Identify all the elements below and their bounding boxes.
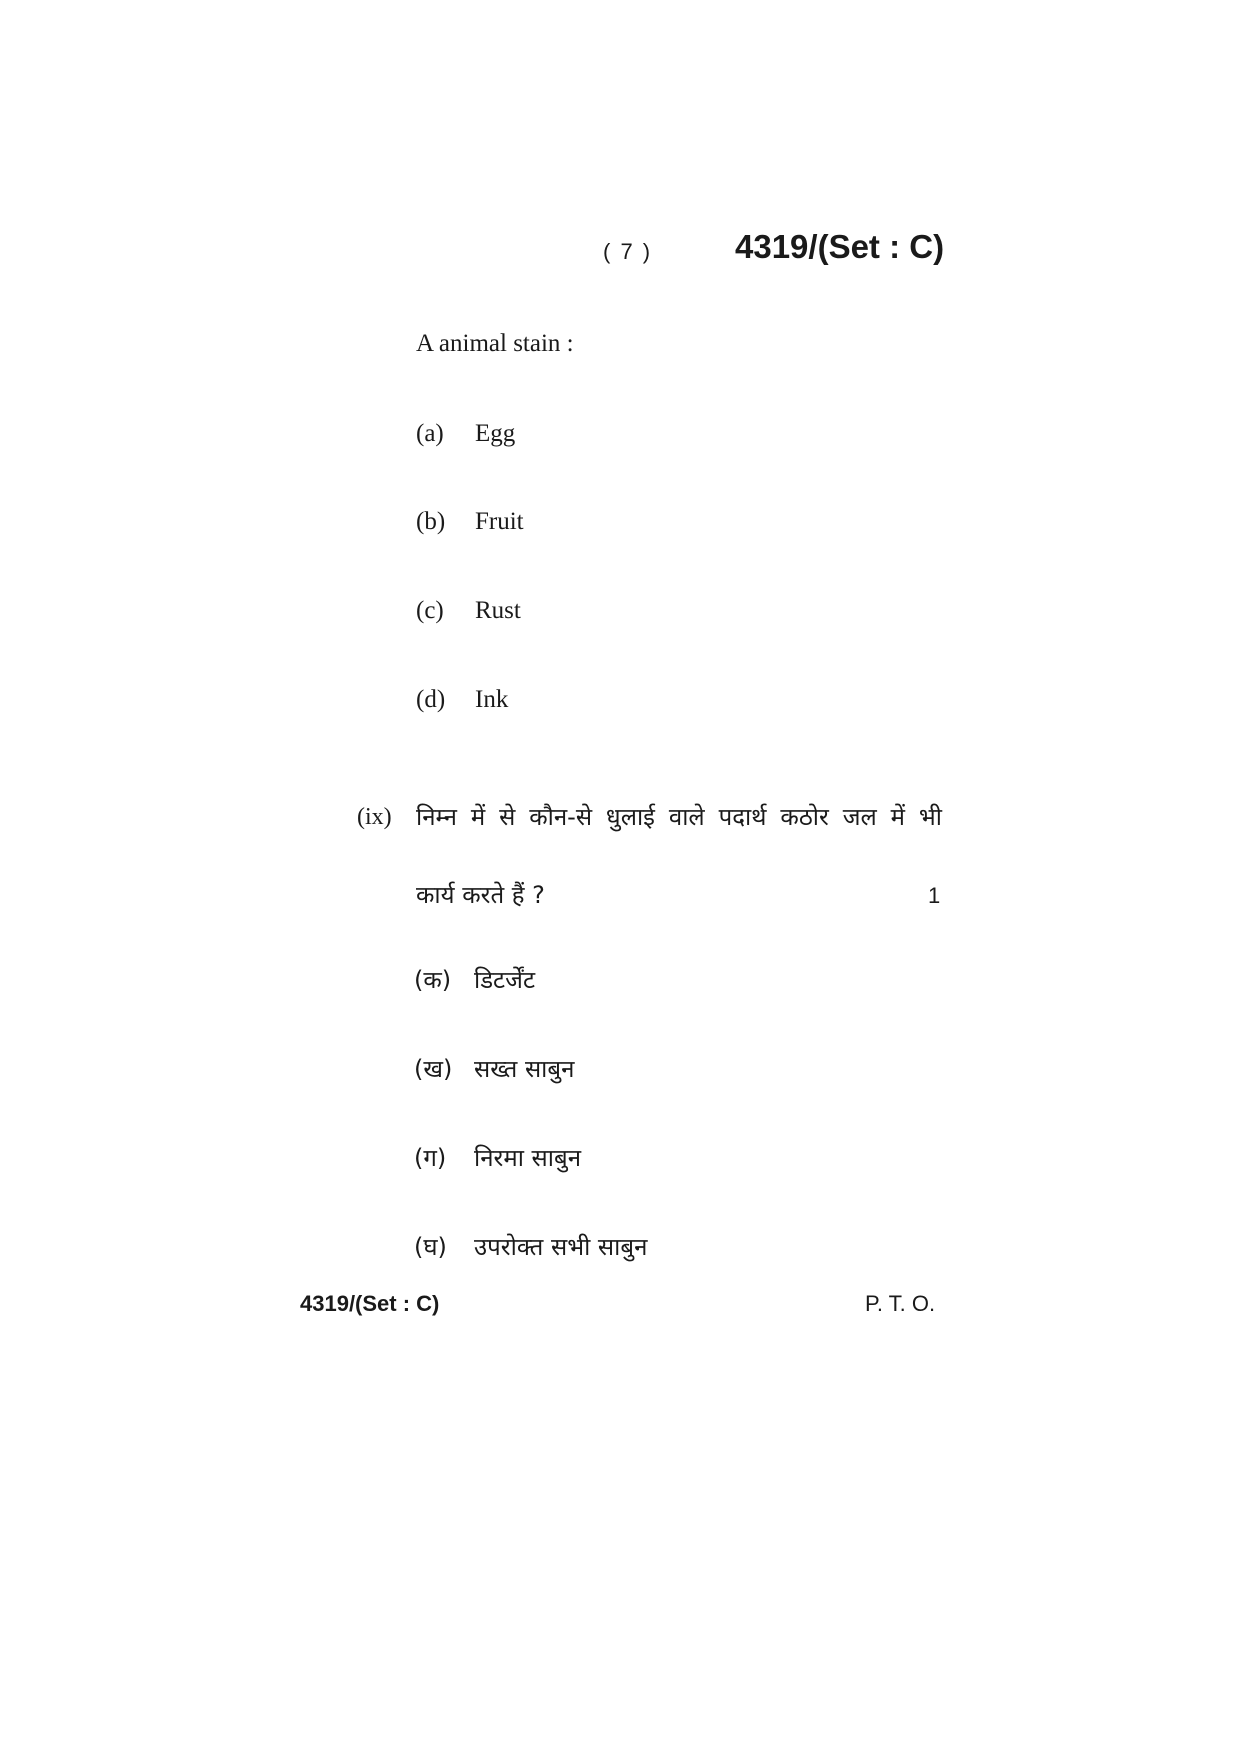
option-d-text: Ink xyxy=(475,686,509,713)
option-d-label: (d) xyxy=(416,686,446,713)
question-marks: 1 xyxy=(928,883,941,908)
option-kha-text: सख्त साबुन xyxy=(474,1055,575,1083)
question-stem: A animal stain : xyxy=(416,330,574,357)
option-gha-label: (घ) xyxy=(414,1233,447,1261)
option-gha-text: उपरोक्त सभी साबुन xyxy=(474,1233,648,1261)
option-a-label: (a) xyxy=(416,420,444,447)
option-c-label: (c) xyxy=(416,597,444,624)
paper-code-header: 4319/(Set : C) xyxy=(735,228,945,265)
option-kha-label: (ख) xyxy=(414,1055,453,1083)
question-text-line2: कार्य करते हैं ? xyxy=(416,881,545,909)
option-b-label: (b) xyxy=(416,508,446,535)
option-ga-label: (ग) xyxy=(414,1144,447,1172)
option-b-text: Fruit xyxy=(475,508,524,535)
pto-note: P. T. O. xyxy=(865,1291,936,1316)
question-number: (ix) xyxy=(357,804,392,830)
page-number: ( 7 ) xyxy=(603,239,653,264)
option-ga-text: निरमा साबुन xyxy=(474,1144,582,1172)
question-text-line1: निम्न में से कौन-से धुलाई वाले पदार्थ कठोर जल में भी xyxy=(416,803,942,831)
option-ka-label: (क) xyxy=(414,966,452,994)
option-c-text: Rust xyxy=(475,597,521,624)
option-ka-text: डिटर्जेंट xyxy=(474,966,536,994)
paper-code-footer: 4319/(Set : C) xyxy=(300,1291,440,1316)
option-a-text: Egg xyxy=(475,420,516,447)
